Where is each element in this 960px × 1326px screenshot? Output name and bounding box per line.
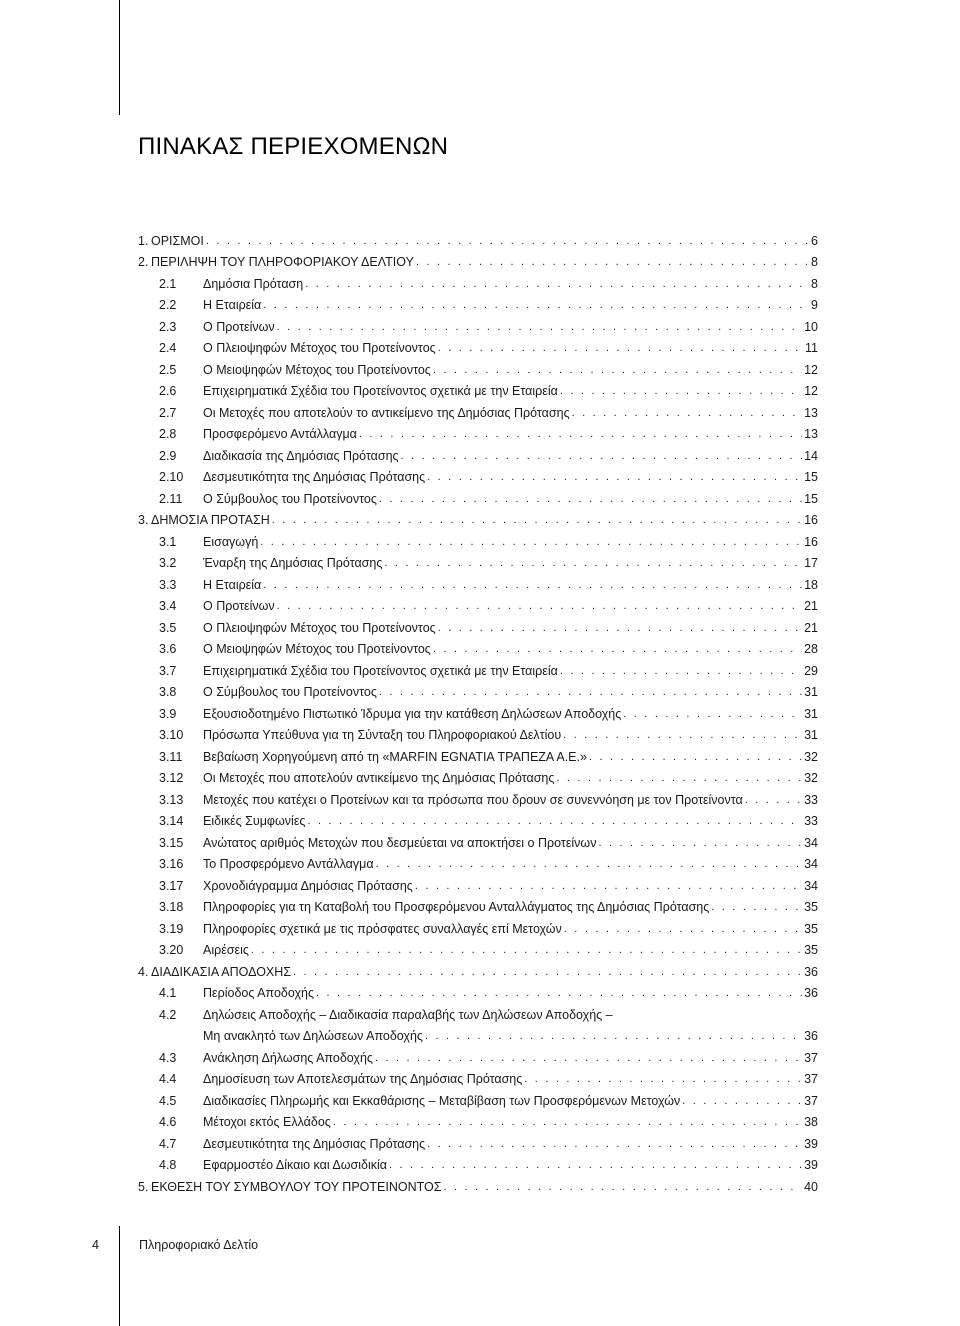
toc-entry[interactable]	[138, 335, 818, 357]
toc-entry-number: 2.10	[159, 470, 184, 484]
toc-entry-number: 2.8	[159, 427, 177, 441]
toc-entry-page: 35	[804, 943, 818, 957]
dot-leader	[433, 642, 802, 657]
toc-entry-number: 3.16	[159, 857, 184, 871]
toc-entry[interactable]	[138, 378, 818, 400]
toc-entry-number: 2.9	[159, 448, 177, 463]
toc-entry-page: 31	[804, 685, 818, 699]
toc-entry-label: Το Προσφερόμενο Αντάλλαγμα	[203, 857, 374, 871]
toc-entry-number: 4.6	[159, 1115, 177, 1129]
toc-entry-label: Βεβαίωση Χορηγούμενη από τη «MARFIN EGNATIA ΤΡΑΠΕΖΑ Α.Ε.»	[203, 749, 587, 764]
toc-entry-page: 15	[804, 491, 818, 506]
toc-entry-label: Δημόσια Πρόταση	[203, 276, 304, 291]
toc-entry-number: 5.	[138, 1179, 149, 1194]
dot-leader	[425, 1029, 802, 1044]
toc-entry-label: Έναρξη της Δημόσιας Πρότασης	[203, 556, 383, 570]
toc-entry-page: 14	[804, 448, 818, 463]
toc-entry-page: 37	[804, 1093, 818, 1108]
toc-entry-label: Δεσμευτικότητα της Δημόσιας Πρότασης	[203, 1136, 426, 1151]
toc-entry[interactable]	[138, 399, 818, 421]
toc-entry-label: Δηλώσεις Αποδοχής – Διαδικασία παραλαβής των Δηλώσεων Αποδοχής –	[203, 1007, 613, 1022]
toc-entry-page: 12	[804, 362, 818, 377]
toc-entry-number: 3.4	[159, 599, 177, 613]
toc-entry-page: 18	[804, 577, 818, 592]
dot-leader	[427, 470, 802, 485]
toc-entry-number: 3.6	[159, 642, 177, 656]
dot-leader	[745, 793, 802, 808]
toc-entry-number: 4.	[138, 964, 149, 979]
toc-entry[interactable]	[138, 614, 818, 636]
toc-entry-label: Πληροφορίες για τη Καταβολή του Προσφερόμενου Ανταλλάγματος της Δημόσιας Πρότασης	[203, 900, 710, 914]
toc-entry-page: 34	[804, 878, 818, 893]
dot-leader	[389, 1158, 802, 1173]
toc-entry-number: 3.9	[159, 706, 177, 721]
dot-leader	[427, 1137, 802, 1152]
toc-entry-label: Πρόσωπα Υπεύθυνα για τη Σύνταξη του Πληροφοριακού Δελτίου	[203, 728, 562, 742]
top-margin-rule	[119, 0, 120, 115]
toc-entry-label: Ο Προτείνων	[203, 599, 275, 613]
toc-entry[interactable]	[138, 421, 818, 443]
toc-entry[interactable]	[138, 1066, 818, 1088]
dot-leader	[316, 986, 802, 1001]
dot-leader	[277, 320, 802, 335]
dot-leader	[251, 943, 802, 958]
dot-leader	[375, 1051, 802, 1066]
footer-page-number: 4	[92, 1238, 99, 1252]
toc-entry[interactable]	[138, 292, 818, 314]
toc-entry-label: Ειδικές Συμφωνίες	[203, 814, 306, 828]
toc-entry-number: 3.15	[159, 835, 184, 850]
toc-entry-number: 4.5	[159, 1093, 177, 1108]
toc-entry[interactable]	[138, 872, 818, 894]
toc-entry-page: 31	[804, 706, 818, 721]
toc-entry[interactable]	[138, 593, 818, 615]
toc-entry-number: 4.8	[159, 1158, 177, 1172]
dot-leader	[307, 814, 802, 829]
toc-entry-label: Η Εταιρεία	[203, 577, 262, 592]
dot-leader	[443, 1180, 802, 1195]
toc-entry-page: 34	[804, 835, 818, 850]
toc-entry[interactable]	[138, 765, 818, 787]
toc-entry-label: Μετοχές που κατέχει ο Προτείνων και τα πρόσωπα που δρουν σε συνεννόηση με τον Προτείνοντα	[203, 792, 743, 807]
toc-entry-number: 3.14	[159, 814, 184, 828]
toc-entry-page: 37	[804, 1072, 818, 1086]
dot-leader	[401, 449, 803, 464]
toc-entry-number: 3.10	[159, 728, 184, 742]
toc-entry-number: 3.5	[159, 620, 177, 635]
dot-leader	[623, 707, 802, 722]
toc-entry-page: 21	[804, 620, 818, 635]
toc-entry-label: Οι Μετοχές που αποτελούν αντικείμενο της Δημόσιας Πρότασης	[203, 771, 555, 785]
toc-entry-page: 6	[811, 233, 818, 248]
toc-entry-label: Εφαρμοστέο Δίκαιο και Δωσιδικία	[203, 1158, 388, 1172]
toc-entry[interactable]	[138, 851, 818, 873]
toc-entry[interactable]	[138, 937, 818, 959]
toc-entry-number: 2.11	[159, 491, 183, 506]
toc-entry-page: 32	[804, 771, 818, 785]
dot-leader	[293, 965, 802, 980]
dot-leader	[333, 1115, 802, 1130]
toc-entry-number: 3.17	[159, 878, 184, 893]
toc-entry[interactable]	[138, 528, 818, 550]
toc-entry-page: 8	[811, 276, 818, 291]
toc-entry-label: Ανώτατος αριθμός Μετοχών που δεσμεύεται να αποκτήσει ο Προτείνων	[203, 835, 597, 850]
toc-entry-number: 3.18	[159, 900, 184, 914]
toc-entry-number: 3.	[138, 513, 149, 527]
dot-leader	[379, 685, 802, 700]
toc-entry[interactable]	[138, 249, 818, 271]
toc-entry-page: 35	[804, 921, 818, 936]
toc-entry[interactable]	[138, 356, 818, 378]
toc-entry[interactable]	[138, 1001, 818, 1023]
toc-entry-page: 39	[804, 1136, 818, 1151]
dot-leader	[305, 277, 809, 292]
toc-entry[interactable]	[138, 313, 818, 335]
toc-entry[interactable]	[138, 550, 818, 572]
dot-leader	[384, 556, 802, 571]
toc-entry-label: Ανάκληση Δήλωσης Αποδοχής	[203, 1050, 373, 1065]
toc-entry-number: 1.	[138, 233, 149, 248]
toc-entry-label: Χρονοδιάγραμμα Δημόσιας Πρότασης	[203, 878, 413, 893]
toc-entry[interactable]	[138, 894, 818, 916]
toc-entry-label: Διαδικασία της Δημόσιας Πρότασης	[203, 448, 399, 463]
dot-leader	[263, 298, 809, 313]
toc-entry-number: 2.1	[159, 276, 177, 291]
toc-entry-label: Επιχειρηματικά Σχέδια του Προτείνοντος σχετικά με την Εταιρεία	[203, 663, 558, 678]
dot-leader	[379, 492, 802, 507]
toc-entry-label: Ο Μειοψηφών Μέτοχος του Προτείνοντος	[203, 642, 431, 656]
dot-leader	[682, 1094, 802, 1109]
toc-entry-number: 3.8	[159, 685, 177, 699]
dot-leader	[572, 406, 803, 421]
dot-leader	[563, 728, 802, 743]
table-of-contents	[138, 227, 818, 1195]
toc-entry-page: 32	[804, 749, 818, 764]
toc-entry-page: 29	[804, 663, 818, 678]
toc-entry-page: 9	[811, 298, 818, 312]
toc-entry-number: 3.12	[159, 771, 184, 785]
toc-entry-page: 16	[804, 534, 818, 549]
dot-leader	[524, 1072, 802, 1087]
toc-entry-label: ΠΕΡΙΛΗΨΗ ΤΟΥ ΠΛΗΡΟΦΟΡΙΑΚΟΥ ΔΕΛΤΙΟΥ	[151, 255, 414, 269]
toc-entry-label: Ο Προτείνων	[203, 319, 275, 334]
toc-entry[interactable]	[138, 829, 818, 851]
dot-leader	[263, 578, 802, 593]
toc-entry-label: Ο Σύμβουλος του Προτείνοντος	[203, 685, 377, 699]
toc-entry-page: 33	[804, 792, 818, 807]
toc-entry-label: Διαδικασίες Πληρωμής και Εκκαθάρισης – Μεταβίβαση των Προσφερόμενων Μετοχών	[203, 1093, 681, 1108]
toc-entry-page: 35	[804, 900, 818, 914]
toc-entry-page: 34	[804, 857, 818, 871]
dot-leader	[206, 234, 809, 249]
toc-entry-label: Δημοσίευση των Αποτελεσμάτων της Δημόσιας Πρότασης	[203, 1072, 523, 1086]
toc-entry[interactable]	[138, 507, 818, 529]
dot-leader	[272, 513, 802, 528]
toc-entry-label: Αιρέσεις	[203, 943, 249, 957]
toc-entry-label: Πληροφορίες σχετικά με τις πρόσφατες συναλλαγές επί Μετοχών	[203, 921, 562, 936]
toc-entry-number: 3.7	[159, 663, 177, 678]
toc-entry-label: Δεσμευτικότητα της Δημόσιας Πρότασης	[203, 470, 426, 484]
toc-entry[interactable]	[138, 1023, 818, 1045]
footer-document-name: Πληροφοριακό Δελτίο	[139, 1238, 259, 1252]
toc-entry-number: 2.7	[159, 405, 177, 420]
toc-entry-page: 13	[804, 427, 818, 441]
page-title: ΠΙΝΑΚΑΣ ΠΕΡΙΕΧΟΜΕΝΩΝ	[138, 133, 449, 160]
toc-entry[interactable]	[138, 958, 818, 980]
toc-entry[interactable]	[138, 1152, 818, 1174]
toc-entry-page: 40	[804, 1179, 818, 1194]
toc-entry-label: Ο Πλειοψηφών Μέτοχος του Προτείνοντος	[203, 620, 436, 635]
toc-entry-label: Μη ανακλητό των Δηλώσεων Αποδοχής	[203, 1029, 423, 1043]
toc-entry-number: 2.6	[159, 384, 177, 398]
toc-entry-number: 2.3	[159, 319, 177, 334]
toc-entry-page: 10	[804, 319, 818, 334]
toc-entry-label: Προσφερόμενο Αντάλλαγμα	[203, 427, 357, 441]
toc-entry-label: Εισαγωγή	[203, 534, 259, 549]
toc-entry[interactable]	[138, 227, 818, 249]
toc-entry[interactable]	[138, 270, 818, 292]
dot-leader	[433, 363, 802, 378]
dot-leader	[415, 879, 802, 894]
toc-entry[interactable]	[138, 722, 818, 744]
toc-entry-label: Ο Σύμβουλος του Προτείνοντος	[203, 491, 377, 506]
toc-entry[interactable]	[138, 1109, 818, 1131]
toc-entry-page: 8	[811, 255, 818, 269]
toc-entry[interactable]	[138, 464, 818, 486]
toc-entry-page: 15	[804, 470, 818, 484]
toc-entry-page: 39	[804, 1158, 818, 1172]
toc-entry[interactable]	[138, 571, 818, 593]
toc-entry[interactable]	[138, 657, 818, 679]
dot-leader	[711, 900, 802, 915]
dot-leader	[556, 771, 802, 786]
toc-entry[interactable]	[138, 442, 818, 464]
toc-entry-label: Η Εταιρεία	[203, 298, 262, 312]
dot-leader	[560, 384, 802, 399]
toc-entry-label: Μέτοχοι εκτός Ελλάδος	[203, 1115, 331, 1129]
toc-entry[interactable]	[138, 1044, 818, 1066]
toc-entry-number: 4.2	[159, 1007, 177, 1022]
toc-entry-page: 28	[804, 642, 818, 656]
toc-entry-label: ΕΚΘΕΣΗ ΤΟΥ ΣΥΜΒΟΥΛΟΥ ΤΟΥ ΠΡΟΤΕΙΝΟΝΤΟΣ	[151, 1179, 442, 1194]
toc-entry-label: Ο Μειοψηφών Μέτοχος του Προτείνοντος	[203, 362, 431, 377]
toc-entry[interactable]	[138, 485, 818, 507]
toc-entry-page: 33	[804, 814, 818, 828]
toc-entry-page: 37	[804, 1050, 818, 1065]
toc-entry-page: 36	[804, 986, 818, 1000]
toc-entry[interactable]	[138, 1173, 818, 1195]
toc-entry-label: Επιχειρηματικά Σχέδια του Προτείνοντος σχετικά με την Εταιρεία	[203, 384, 558, 398]
dot-leader	[376, 857, 803, 872]
dot-leader	[277, 599, 802, 614]
toc-entry-page: 12	[804, 384, 818, 398]
toc-entry[interactable]	[138, 700, 818, 722]
toc-entry-number: 3.11	[159, 749, 183, 764]
dot-leader	[598, 836, 802, 851]
toc-entry[interactable]	[138, 915, 818, 937]
toc-entry-number: 3.13	[159, 792, 184, 807]
toc-entry-label: Εξουσιοδοτημένο Πιστωτικό Ίδρυμα για την κατάθεση Δηλώσεων Αποδοχής	[203, 706, 622, 721]
toc-entry-page: 13	[804, 405, 818, 420]
dot-leader	[589, 750, 802, 765]
toc-entry-number: 4.4	[159, 1072, 177, 1086]
toc-entry-page: 17	[804, 556, 818, 570]
toc-entry-label: Οι Μετοχές που αποτελούν το αντικείμενο της Δημόσιας Πρότασης	[203, 405, 570, 420]
toc-entry-number: 3.20	[159, 943, 184, 957]
toc-entry-number: 4.3	[159, 1050, 177, 1065]
toc-entry[interactable]	[138, 679, 818, 701]
toc-entry-label: ΔΗΜΟΣΙΑ ΠΡΟΤΑΣΗ	[151, 513, 270, 527]
toc-entry[interactable]	[138, 980, 818, 1002]
toc-entry-number: 4.7	[159, 1136, 177, 1151]
dot-leader	[416, 255, 809, 270]
toc-entry-number: 2.5	[159, 362, 177, 377]
toc-entry-number: 3.2	[159, 556, 177, 570]
dot-leader	[438, 621, 802, 636]
toc-entry-page: 21	[804, 599, 818, 613]
toc-entry-label: ΔΙΑΔΙΚΑΣΙΑ ΑΠΟΔΟΧΗΣ	[151, 964, 292, 979]
toc-entry-number: 3.1	[159, 534, 177, 549]
toc-entry-number: 2.	[138, 255, 149, 269]
bottom-margin-rule	[119, 1226, 120, 1326]
toc-entry-number: 2.2	[159, 298, 177, 312]
dot-leader	[560, 664, 802, 679]
toc-entry-label: ΟΡΙΣΜΟΙ	[151, 233, 204, 248]
toc-entry-number: 3.3	[159, 577, 177, 592]
toc-entry-page: 36	[804, 1029, 818, 1043]
toc-entry-label: Περίοδος Αποδοχής	[203, 986, 315, 1000]
toc-entry-page: 38	[804, 1115, 818, 1129]
dot-leader	[359, 427, 802, 442]
toc-entry[interactable]	[138, 743, 818, 765]
dot-leader	[260, 535, 802, 550]
toc-entry-number: 3.19	[159, 921, 184, 936]
toc-entry-page: 31	[804, 728, 818, 742]
toc-entry-page: 36	[804, 964, 818, 979]
dot-leader	[438, 341, 803, 356]
toc-entry[interactable]	[138, 786, 818, 808]
toc-entry-number: 4.1	[159, 986, 177, 1000]
toc-entry[interactable]	[138, 636, 818, 658]
toc-entry-page: 11	[805, 341, 818, 355]
toc-entry[interactable]	[138, 808, 818, 830]
toc-entry-page: 16	[804, 513, 818, 527]
toc-entry[interactable]	[138, 1130, 818, 1152]
toc-entry[interactable]	[138, 1087, 818, 1109]
toc-entry-number: 2.4	[159, 341, 177, 355]
dot-leader	[564, 922, 802, 937]
toc-entry-label: Ο Πλειοψηφών Μέτοχος του Προτείνοντος	[203, 341, 436, 355]
